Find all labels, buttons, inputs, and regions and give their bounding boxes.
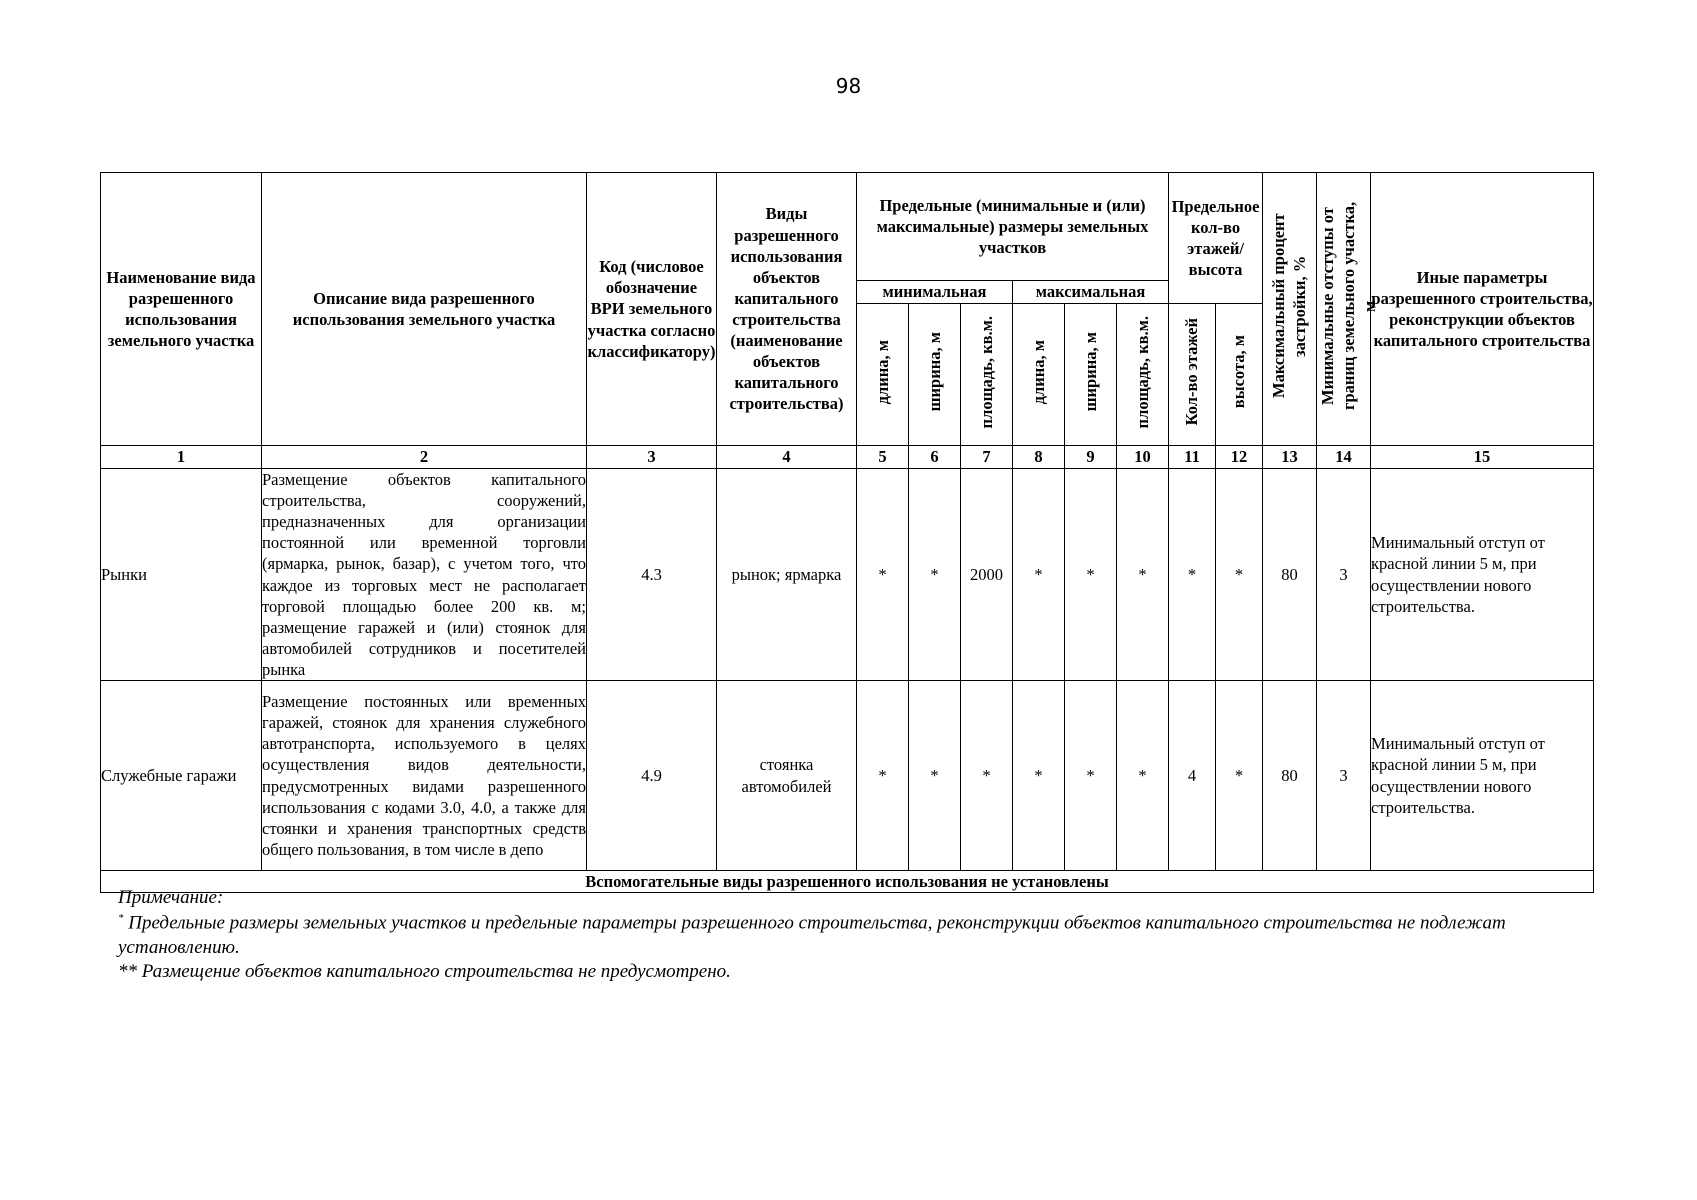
header-max-percent: Максимальный процент застройки, % [1263,173,1317,446]
floors: * [1169,469,1216,681]
note-1-text: Предельные размеры земельных участков и предельные параметры разрешенного строительства, реконструкции объектов капитального строительства не подлежат установлению. [118,912,1506,958]
notes [118,886,1538,985]
max-percent: 80 [1263,469,1317,681]
use-kinds: стоянка автомобилей [717,681,857,871]
use-description: Размещение объектов капитального строительства, сооружений, предназначенных для организации постоянной или временной торговли (ярмарка, рынок, базар), с учетом того, что каждое из торговых мест не располагает торговой площадью более 200 кв. м; размещение гаражей и (или) стоянок для автомобилей сотрудников и посетителей рынка [262,470,586,679]
max-width: * [1065,469,1117,681]
min-offset: 3 [1317,469,1371,681]
header-floors-limit: Предельное кол-во этажей/ высота [1169,173,1263,304]
header-limits: Предельные (минимальные и (или) максимальные) размеры земельных участков [857,173,1169,281]
page-number: 98 [835,74,862,98]
header-maximal: максимальная [1013,281,1169,304]
floors: 4 [1169,681,1216,871]
header-other-params: Иные параметры разрешенного строительства, реконструкции объектов капитального строительства [1371,173,1594,446]
column-number: 12 [1216,446,1263,469]
column-number: 14 [1317,446,1371,469]
header-min-width: ширина, м [909,304,961,446]
column-number: 7 [961,446,1013,469]
table-row [101,681,1594,871]
use-code: 4.9 [587,681,717,871]
column-number: 5 [857,446,909,469]
column-number: 1 [101,446,262,469]
notes-title: Примечание: [118,887,224,908]
use-name: Рынки [101,469,262,681]
max-percent: 80 [1263,681,1317,871]
column-number: 8 [1013,446,1065,469]
height: * [1216,681,1263,871]
header-min-length: длина, м [857,304,909,446]
min-length: * [857,469,909,681]
land-use-table [100,172,1594,893]
column-number: 4 [717,446,857,469]
header-max-width: ширина, м [1065,304,1117,446]
column-number: 2 [262,446,587,469]
table-row [101,469,1594,681]
header-min-area: площадь, кв.м. [961,304,1013,446]
min-area: * [961,681,1013,871]
max-width: * [1065,681,1117,871]
note-1-mark: * [118,911,124,924]
column-number: 6 [909,446,961,469]
note-1 [118,911,1538,961]
header-description: Описание вида разрешенного использования земельного участка [262,173,587,446]
header-name: Наименование вида разрешенного использования земельного участка [101,173,262,446]
column-number: 3 [587,446,717,469]
use-code: 4.3 [587,469,717,681]
header-max-area: площадь, кв.м. [1117,304,1169,446]
max-length: * [1013,469,1065,681]
max-area: * [1117,681,1169,871]
column-number: 15 [1371,446,1594,469]
max-area: * [1117,469,1169,681]
min-length: * [857,681,909,871]
header-height: высота, м [1216,304,1263,446]
column-number: 11 [1169,446,1216,469]
header-minimal: минимальная [857,281,1013,304]
column-number: 9 [1065,446,1117,469]
min-width: * [909,681,961,871]
column-number-row [101,446,1594,469]
use-kinds: рынок; ярмарка [717,469,857,681]
header-floors: Кол-во этажей [1169,304,1216,446]
other-params: Минимальный отступ от красной линии 5 м, при осуществлении нового строительства. [1371,681,1594,871]
height: * [1216,469,1263,681]
min-offset: 3 [1317,681,1371,871]
header-min-offsets: Минимальные отступы от границ земельного участка, м [1317,173,1371,446]
min-width: * [909,469,961,681]
header-kinds: Виды разрешенного использования объектов капитального строительства (наименование объектов капитального строительства) [717,173,857,446]
min-area: 2000 [961,469,1013,681]
use-description: Размещение постоянных или временных гаражей, стоянок для хранения служебного автотранспорта, используемого в целях осуществления видов деятельности, предусмотренных видами разрешенного использования с кодами 3.0, 4.0, а также для стоянки и хранения транспортных средств общего пользования, в том числе в депо [262,681,587,871]
header-max-length: длина, м [1013,304,1065,446]
header-code: Код (числовое обозначение ВРИ земельного участка согласно классификатору) [587,173,717,446]
max-length: * [1013,681,1065,871]
other-params: Минимальный отступ от красной линии 5 м, при осуществлении нового строительства. [1371,469,1594,681]
auxiliary-uses-text: Вспомогательные виды разрешенного использования не установлены [101,871,1594,893]
column-number: 13 [1263,446,1317,469]
column-number: 10 [1117,446,1169,469]
note-2: ** Размещение объектов капитального строительства не предусмотрено. [118,961,731,983]
use-name: Служебные гаражи [101,681,262,871]
